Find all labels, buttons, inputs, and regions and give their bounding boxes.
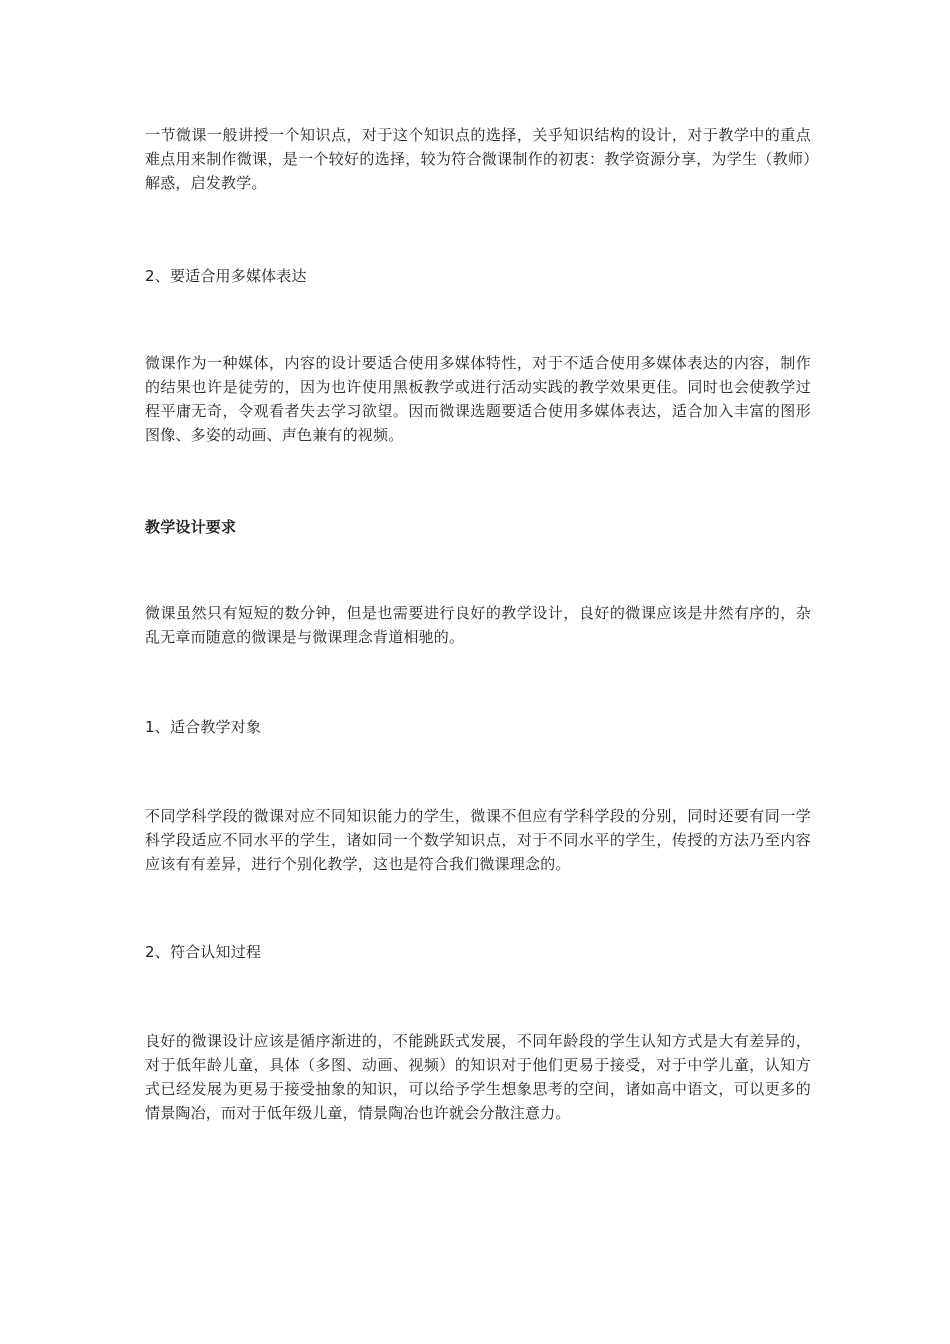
heading-teaching-target: 1、适合教学对象 — [145, 718, 262, 736]
heading-cognitive-process: 2、符合认知过程 — [145, 943, 262, 961]
heading-teaching-design-requirements: 教学设计要求 — [145, 518, 237, 536]
paragraph-teaching-target: 不同学科学段的微课对应不同知识能力的学生，微课不但应有学科学段的分别，同时还要有同一学科学段适应不同水平的学生，诸如同一个数学知识点，对于不同水平的学生，传授的方法乃至内容应该有有差异，进行个别化教学，这也是符合我们微课理念的。 — [145, 807, 811, 873]
heading-multimedia-expression: 2、要适合用多媒体表达 — [145, 267, 307, 285]
paragraph-teaching-design: 微课虽然只有短短的数分钟，但是也需要进行良好的教学设计，良好的微课应该是井然有序的，杂乱无章而随意的微课是与微课理念背道相驰的。 — [145, 604, 811, 646]
paragraph-multimedia-suitability: 微课作为一种媒体，内容的设计要适合使用多媒体特性，对于不适合使用多媒体表达的内容，制作的结果也许是徒劳的，因为也许使用黑板教学或进行活动实践的教学效果更佳。同时也会使教学过程平庸无奇，令观看者失去学习欲望。因而微课选题要适合使用多媒体表达，适合加入丰富的图形图像、多姿的动画、声色兼有的视频。 — [145, 354, 811, 444]
paragraph-topic-selection: 一节微课一般讲授一个知识点，对于这个知识点的选择，关乎知识结构的设计，对于教学中的重点难点用来制作微课，是一个较好的选择，较为符合微课制作的初衷：教学资源分享，为学生（教师）解惑，启发教学。 — [145, 126, 811, 192]
paragraph-cognitive-process: 良好的微课设计应该是循序渐进的，不能跳跃式发展，不同年龄段的学生认知方式是大有差异的，对于低年龄儿童，具体（多图、动画、视频）的知识对于他们更易于接受，对于中学儿童，认知方式已经发展为更易于接受抽象的知识，可以给予学生想象思考的空间，诸如高中语文，可以更多的情景陶冶，而对于低年级儿童，情景陶冶也许就会分散注意力。 — [145, 1032, 811, 1122]
